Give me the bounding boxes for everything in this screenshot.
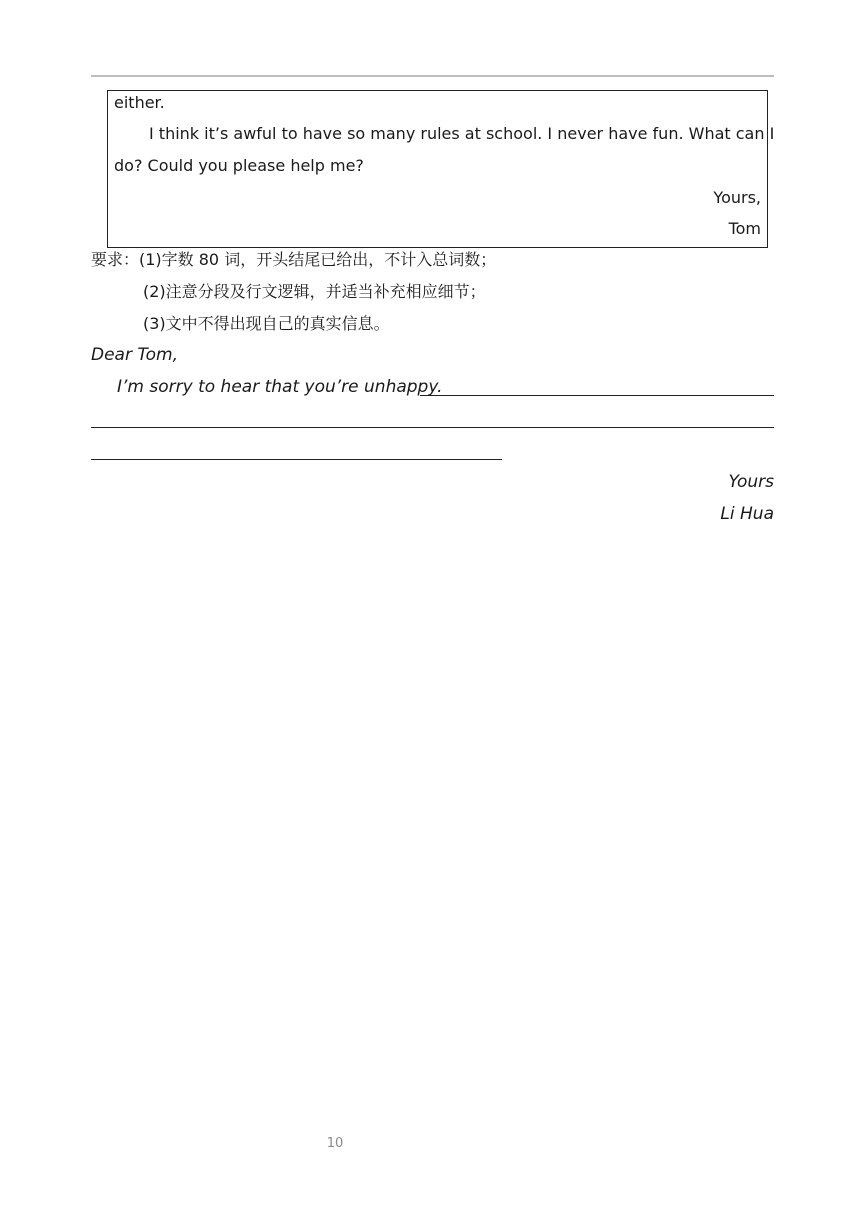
source-letter-closing: Yours, [713, 188, 761, 207]
answer-blank-line[interactable] [91, 427, 774, 428]
source-letter-line: do? Could you please help me? [114, 156, 364, 175]
answer-signer: Li Hua [720, 504, 774, 524]
header-rule [91, 75, 774, 77]
answer-blank-line[interactable] [420, 395, 774, 396]
requirement-line: (3)文中不得出现自己的真实信息。 [143, 314, 390, 333]
source-letter-line: either. [114, 93, 165, 112]
requirement-line: 要求：(1)字数 80 词，开头结尾已给出，不计入总词数； [91, 250, 497, 269]
source-letter-signer: Tom [728, 219, 761, 238]
answer-opening-sentence: I’m sorry to hear that you’re unhappy. [117, 377, 443, 397]
answer-closing: Yours [728, 472, 774, 492]
source-letter-box [107, 90, 775, 248]
requirement-line: (2)注意分段及行文逻辑，并适当补充相应细节； [143, 282, 486, 301]
source-letter-line: I think it’s awful to have so many rules at school. I never have fun. What can I [149, 124, 775, 143]
answer-blank-line[interactable] [91, 459, 502, 460]
page-number: 10 [326, 1136, 344, 1151]
answer-greeting: Dear Tom, [91, 345, 179, 365]
